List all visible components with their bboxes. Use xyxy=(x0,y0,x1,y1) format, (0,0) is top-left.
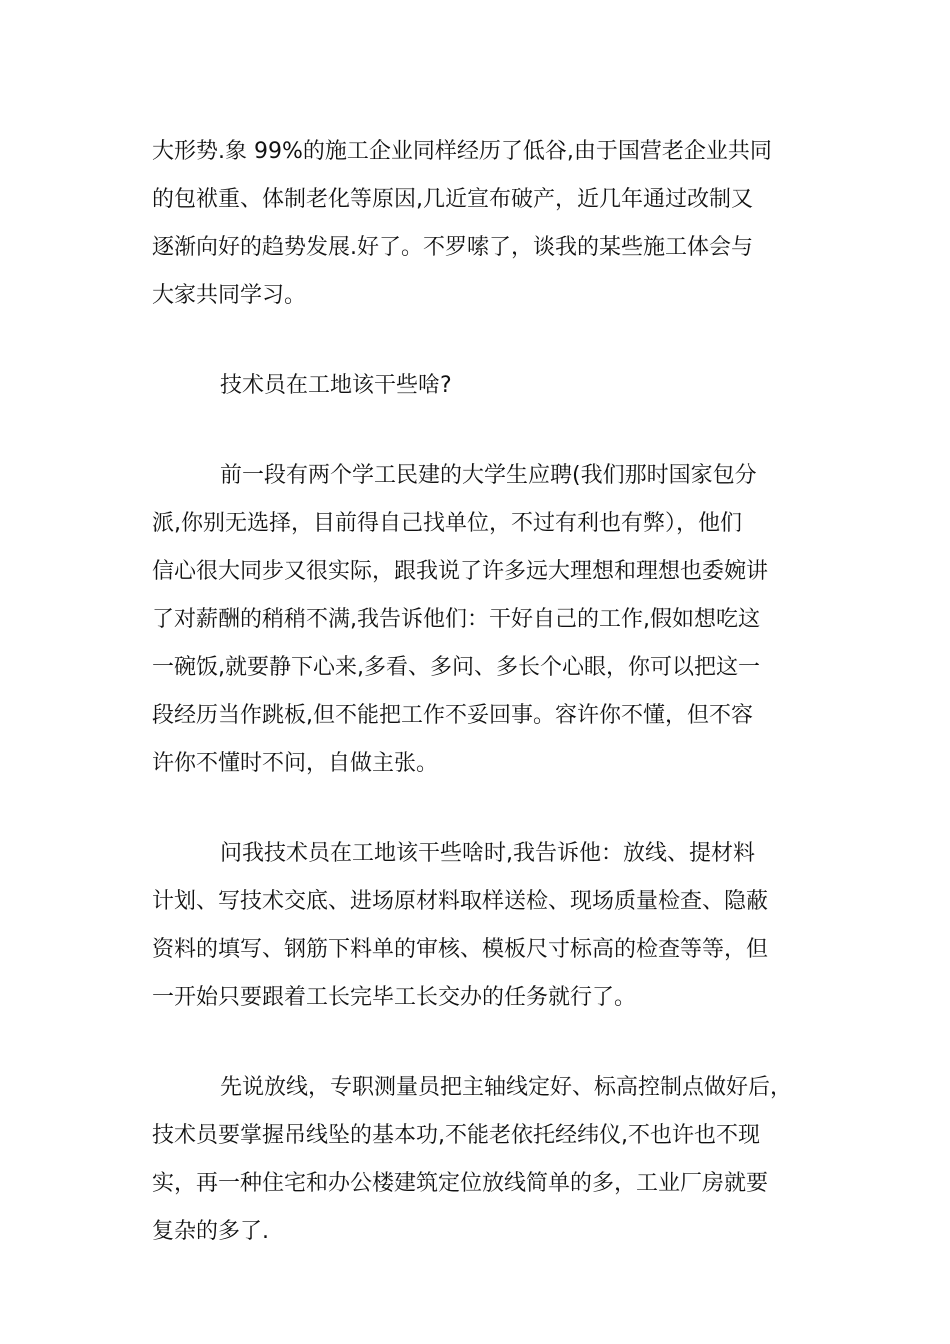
document-body xyxy=(152,128,792,1298)
section-heading xyxy=(152,362,792,410)
text-line: 逐渐向好的趋势发展.好了。不罗嗦了，谈我的某些施工体会与 xyxy=(152,235,753,260)
text-line: 一开始只要跟着工长完毕工长交办的任务就行了。 xyxy=(152,985,637,1010)
text-line: 前一段有两个学工民建的大学生应聘(我们那时国家包分 xyxy=(220,463,757,488)
text-line: 信心很大同步又很实际，跟我说了许多远大理想和理想也委婉讲 xyxy=(152,559,769,584)
text-line: 派,你别无选择，目前得自己找单位，不过有利也有弊），他们 xyxy=(152,511,742,536)
paragraph-continuation xyxy=(152,128,792,320)
text-line: 段经历当作跳板,但不能把工作不妥回事。容许你不懂，但不容 xyxy=(152,703,753,728)
text-line: 复杂的多了. xyxy=(152,1219,269,1244)
paragraph-layout-work xyxy=(152,1064,792,1256)
text-line: 实，再一种住宅和办公楼建筑定位放线简单的多，工业厂房就要 xyxy=(152,1171,769,1196)
text-line: 的包袱重、体制老化等原因,几近宣布破产，近几年通过改制又 xyxy=(152,187,753,212)
text-line: 大家共同学习。 xyxy=(152,283,307,308)
heading-text: 技术员在工地该干些啥? xyxy=(220,373,452,398)
text-line: 一碗饭,就要静下心来,多看、多问、多长个心眼，你可以把这一 xyxy=(152,655,760,680)
text-line: 大形势.象 99%的施工企业同样经历了低谷,由于国营老企业共同 xyxy=(152,139,772,164)
text-line: 资料的填写、钢筋下料单的审核、模板尺寸标高的检查等等，但 xyxy=(152,937,769,962)
text-line: 问我技术员在工地该干些啥时,我告诉他：放线、提材料 xyxy=(220,841,755,866)
text-line: 计划、写技术交底、进场原材料取样送检、现场质量检查、隐蔽 xyxy=(152,889,769,914)
paragraph-recruits xyxy=(152,452,792,788)
text-line: 先说放线，专职测量员把主轴线定好、标高控制点做好后， xyxy=(220,1075,793,1100)
paragraph-duties xyxy=(152,830,792,1022)
text-line: 许你不懂时不问，自做主张。 xyxy=(152,751,439,776)
text-line: 技术员要掌握吊线坠的基本功,不能老依托经纬仪,不也许也不现 xyxy=(152,1123,760,1148)
text-line: 了对薪酬的稍稍不满,我告诉他们：干好自己的工作,假如想吃这 xyxy=(152,607,760,632)
